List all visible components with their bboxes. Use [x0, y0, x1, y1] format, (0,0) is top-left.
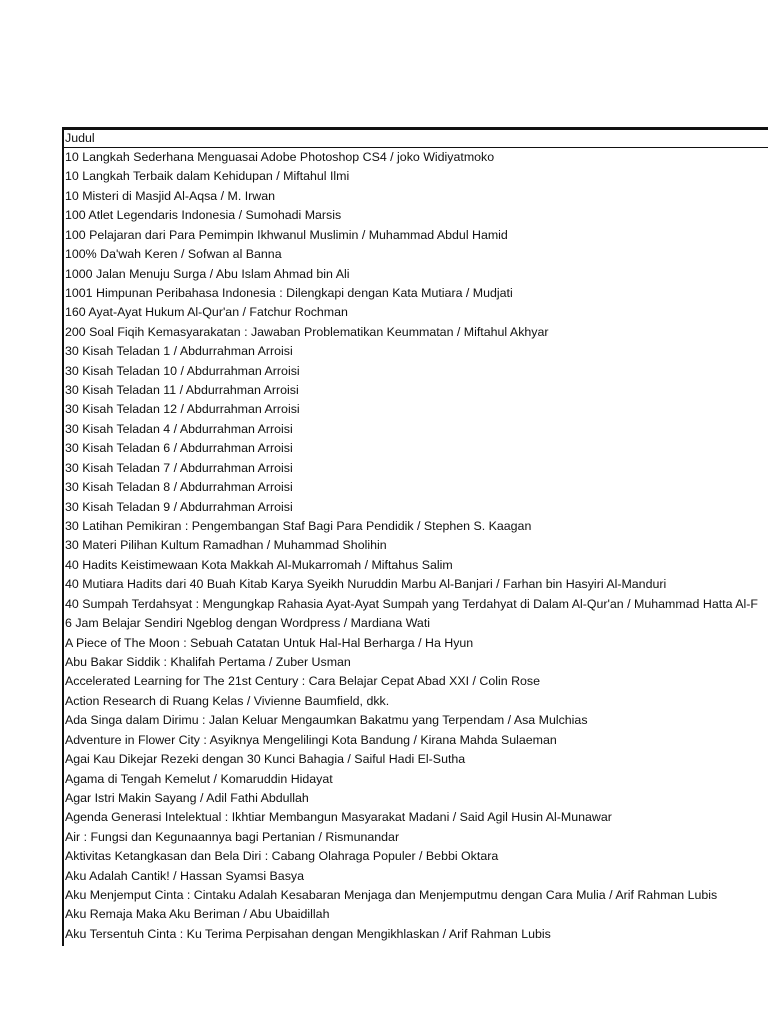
column-header-judul[interactable]: Judul — [64, 130, 768, 148]
table-row[interactable]: A Piece of The Moon : Sebuah Catatan Untuk Hal-Hal Berharga / Ha Hyun — [65, 635, 474, 650]
table-row[interactable]: Aku Remaja Maka Aku Beriman / Abu Ubaidillah — [65, 907, 330, 922]
table-row[interactable]: Ada Singa dalam Dirimu : Jalan Keluar Mengaumkan Bakatmu yang Terpendam / Asa Mulchias — [65, 713, 588, 728]
table-row[interactable]: Aku Tersentuh Cinta : Ku Terima Perpisahan dengan Mengikhlaskan / Arif Rahman Lubis — [65, 926, 551, 941]
table-row[interactable]: Agar Istri Makin Sayang / Adil Fathi Abdullah — [65, 790, 309, 805]
table-row[interactable]: 30 Kisah Teladan 4 / Abdurrahman Arroisi — [65, 421, 293, 436]
table-row[interactable]: 30 Latihan Pemikiran : Pengembangan Staf Bagi Para Pendidik / Stephen S. Kaagan — [65, 519, 532, 534]
table-rows — [64, 148, 768, 944]
table-row[interactable]: 6 Jam Belajar Sendiri Ngeblog dengan Wordpress / Mardiana Wati — [65, 616, 431, 631]
table-row[interactable]: Agai Kau Dikejar Rezeki dengan 30 Kunci Bahagia / Saiful Hadi El-Sutha — [65, 752, 466, 767]
table-row[interactable]: Action Research di Ruang Kelas / Vivienne Baumfield, dkk. — [65, 693, 390, 708]
table-row[interactable]: 200 Soal Fiqih Kemasyarakatan : Jawaban Problematikan Keummatan / Miftahul Akhyar — [65, 324, 549, 339]
table-row[interactable]: Agenda Generasi Intelektual : Ikhtiar Membangun Masyarakat Madani / Said Agil Husin Al-Munawar — [65, 810, 612, 825]
table-row[interactable]: 40 Hadits Keistimewaan Kota Makkah Al-Mukarromah / Miftahus Salim — [65, 557, 453, 572]
book-title-table — [62, 127, 768, 946]
table-row[interactable]: 30 Kisah Teladan 1 / Abdurrahman Arroisi — [65, 344, 293, 359]
table-row[interactable]: 10 Langkah Sederhana Menguasai Adobe Photoshop CS4 / joko Widiyatmoko — [65, 150, 495, 164]
table-row[interactable]: Adventure in Flower City : Asyiknya Mengelilingi Kota Bandung / Kirana Mahda Sulaeman — [65, 732, 557, 747]
table-row[interactable]: 100 Atlet Legendaris Indonesia / Sumohadi Marsis — [65, 208, 342, 223]
table-row[interactable]: 30 Materi Pilihan Kultum Ramadhan / Muhammad Sholihin — [65, 538, 387, 553]
table-row[interactable]: 30 Kisah Teladan 12 / Abdurrahman Arroisi — [65, 402, 300, 417]
table-row[interactable]: Accelerated Learning for The 21st Century : Cara Belajar Cepat Abad XXI / Colin Rose — [65, 674, 541, 689]
table-row[interactable]: 1000 Jalan Menuju Surga / Abu Islam Ahmad bin Ali — [65, 266, 350, 281]
table-row[interactable]: Aku Adalah Cantik! / Hassan Syamsi Basya — [65, 868, 304, 883]
table-row[interactable]: 40 Sumpah Terdahsyat : Mengungkap Rahasia Ayat-Ayat Sumpah yang Terdahyat di Dalam Al-Qur'an / Muhammad Hatta Al-F — [65, 596, 758, 611]
table-row[interactable]: Abu Bakar Siddik : Khalifah Pertama / Zuber Usman — [65, 654, 351, 669]
table-row[interactable]: Aku Menjemput Cinta : Cintaku Adalah Kesabaran Menjaga dan Menjemputmu dengan Cara Mulia / Arif Rahman Lubis — [65, 888, 718, 903]
table-row[interactable]: 100% Da'wah Keren / Sofwan al Banna — [65, 247, 282, 262]
table-row[interactable]: 160 Ayat-Ayat Hukum Al-Qur'an / Fatchur Rochman — [65, 305, 348, 320]
table-row[interactable]: 30 Kisah Teladan 11 / Abdurrahman Arroisi — [65, 383, 299, 398]
table-row[interactable]: 30 Kisah Teladan 6 / Abdurrahman Arroisi — [65, 441, 293, 456]
table-row[interactable]: 100 Pelajaran dari Para Pemimpin Ikhwanul Muslimin / Muhammad Abdul Hamid — [65, 227, 508, 242]
table-row[interactable]: 30 Kisah Teladan 8 / Abdurrahman Arroisi — [65, 480, 293, 495]
table-row[interactable]: Agama di Tengah Kemelut / Komaruddin Hidayat — [65, 771, 333, 786]
table-row[interactable]: 40 Mutiara Hadits dari 40 Buah Kitab Karya Syeikh Nuruddin Marbu Al-Banjari / Farhan bin Hasyiri Al-Manduri — [65, 577, 667, 592]
table-row[interactable]: 10 Langkah Terbaik dalam Kehidupan / Miftahul Ilmi — [65, 169, 350, 184]
table-row[interactable]: 1001 Himpunan Peribahasa Indonesia : Dilengkapi dengan Kata Mutiara / Mudjati — [65, 285, 513, 300]
table-row[interactable]: 30 Kisah Teladan 9 / Abdurrahman Arroisi — [65, 499, 293, 514]
table-row[interactable]: Air : Fungsi dan Kegunaannya bagi Pertanian / Rismunandar — [65, 829, 400, 844]
table-row[interactable]: 30 Kisah Teladan 7 / Abdurrahman Arroisi — [65, 460, 293, 475]
table-row[interactable]: 10 Misteri di Masjid Al-Aqsa / M. Irwan — [65, 188, 276, 203]
table-row[interactable]: 30 Kisah Teladan 10 / Abdurrahman Arroisi — [65, 363, 300, 378]
table-row[interactable]: Aktivitas Ketangkasan dan Bela Diri : Cabang Olahraga Populer / Bebbi Oktara — [65, 849, 499, 864]
